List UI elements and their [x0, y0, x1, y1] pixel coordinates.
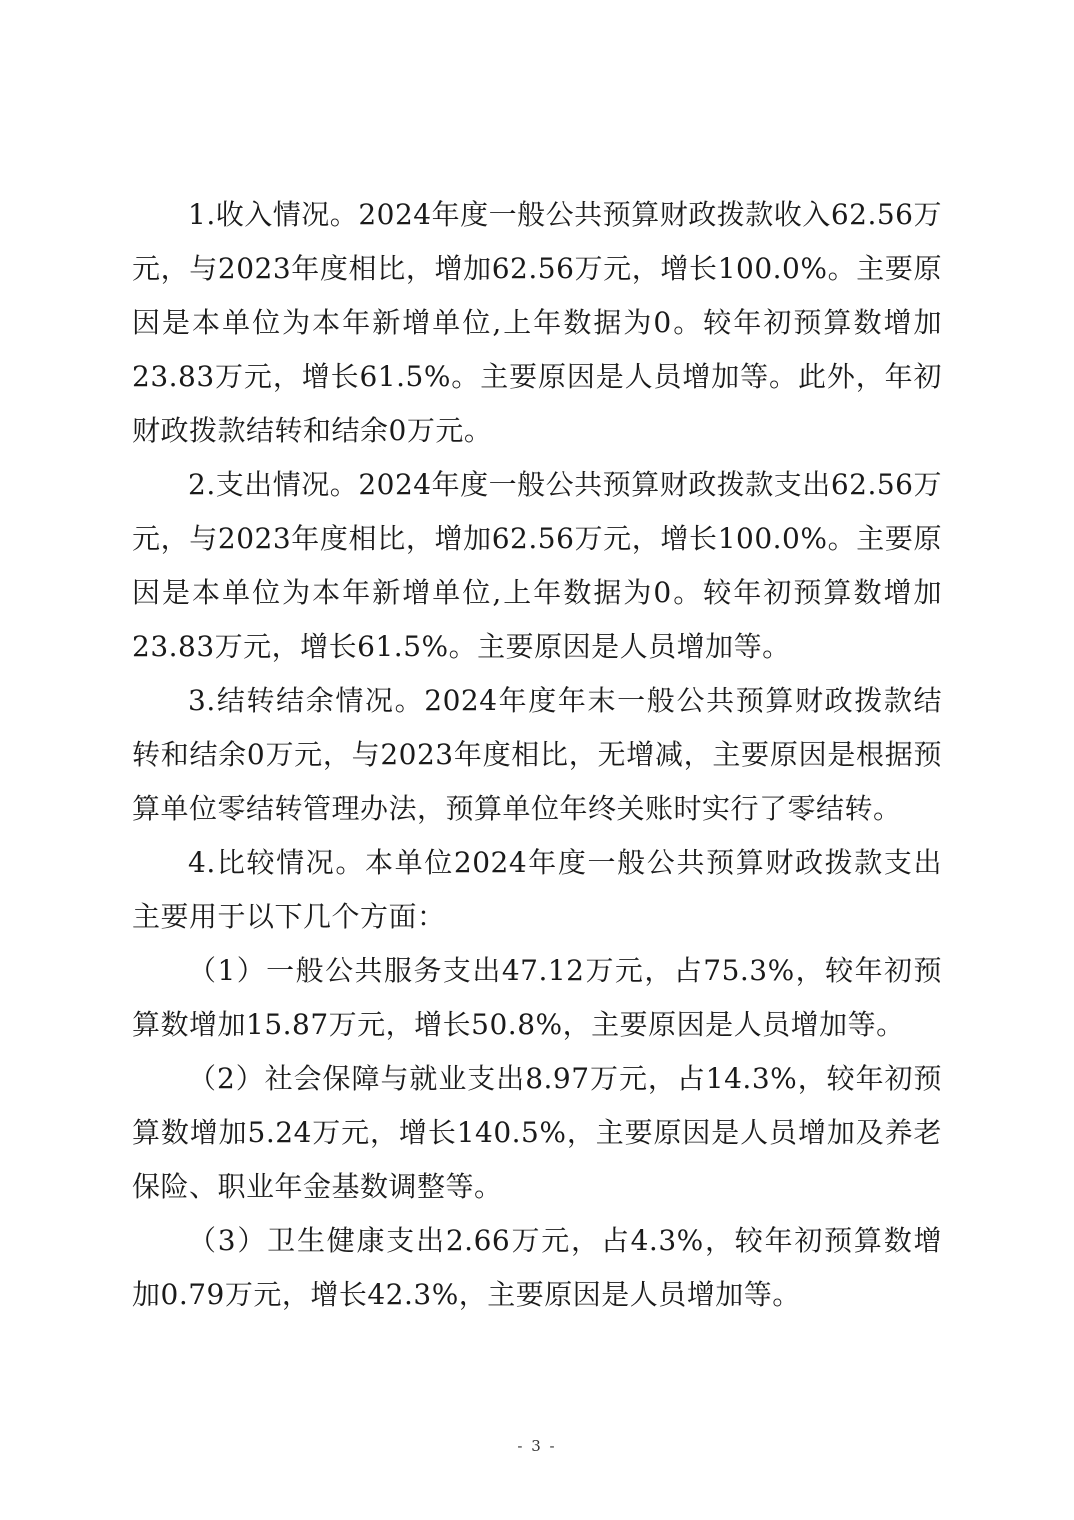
- paragraph-item-health: （3）卫生健康支出2.66万元，占4.3%，较年初预算数增加0.79万元，增长42.3%，主要原因是人员增加等。: [132, 1224, 942, 1311]
- document-body: [132, 188, 942, 1322]
- paragraph-income: 1.收入情况。2024年度一般公共预算财政拨款收入62.56万元，与2023年度相比，增加62.56万元，增长100.0%。主要原因是本单位为本年新增单位,上年数据为0。较年初预算数增加23.83万元，增长61.5%。主要原因是人员增加等。此外，年初财政拨款结转和结余0万元。: [132, 198, 942, 447]
- paragraph-carryover: 3.结转结余情况。2024年度年末一般公共预算财政拨款结转和结余0万元，与2023年度相比，无增减，主要原因是根据预算单位零结转管理办法，预算单位年终关账时实行了零结转。: [132, 684, 942, 825]
- paragraph-item-social-security: （2）社会保障与就业支出8.97万元，占14.3%，较年初预算数增加5.24万元，增长140.5%，主要原因是人员增加及养老保险、职业年金基数调整等。: [132, 1062, 942, 1203]
- paragraph-item-general-public-services: （1）一般公共服务支出47.12万元，占75.3%，较年初预算数增加15.87万元，增长50.8%，主要原因是人员增加等。: [132, 954, 942, 1041]
- page-number: - 3 -: [517, 1437, 557, 1455]
- paragraph-comparison: 4.比较情况。本单位2024年度一般公共预算财政拨款支出主要用于以下几个方面：: [132, 846, 942, 933]
- paragraph-expenditure: 2.支出情况。2024年度一般公共预算财政拨款支出62.56万元，与2023年度相比，增加62.56万元，增长100.0%。主要原因是本单位为本年新增单位,上年数据为0。较年初预算数增加23.83万元，增长61.5%。主要原因是人员增加等。: [132, 468, 942, 663]
